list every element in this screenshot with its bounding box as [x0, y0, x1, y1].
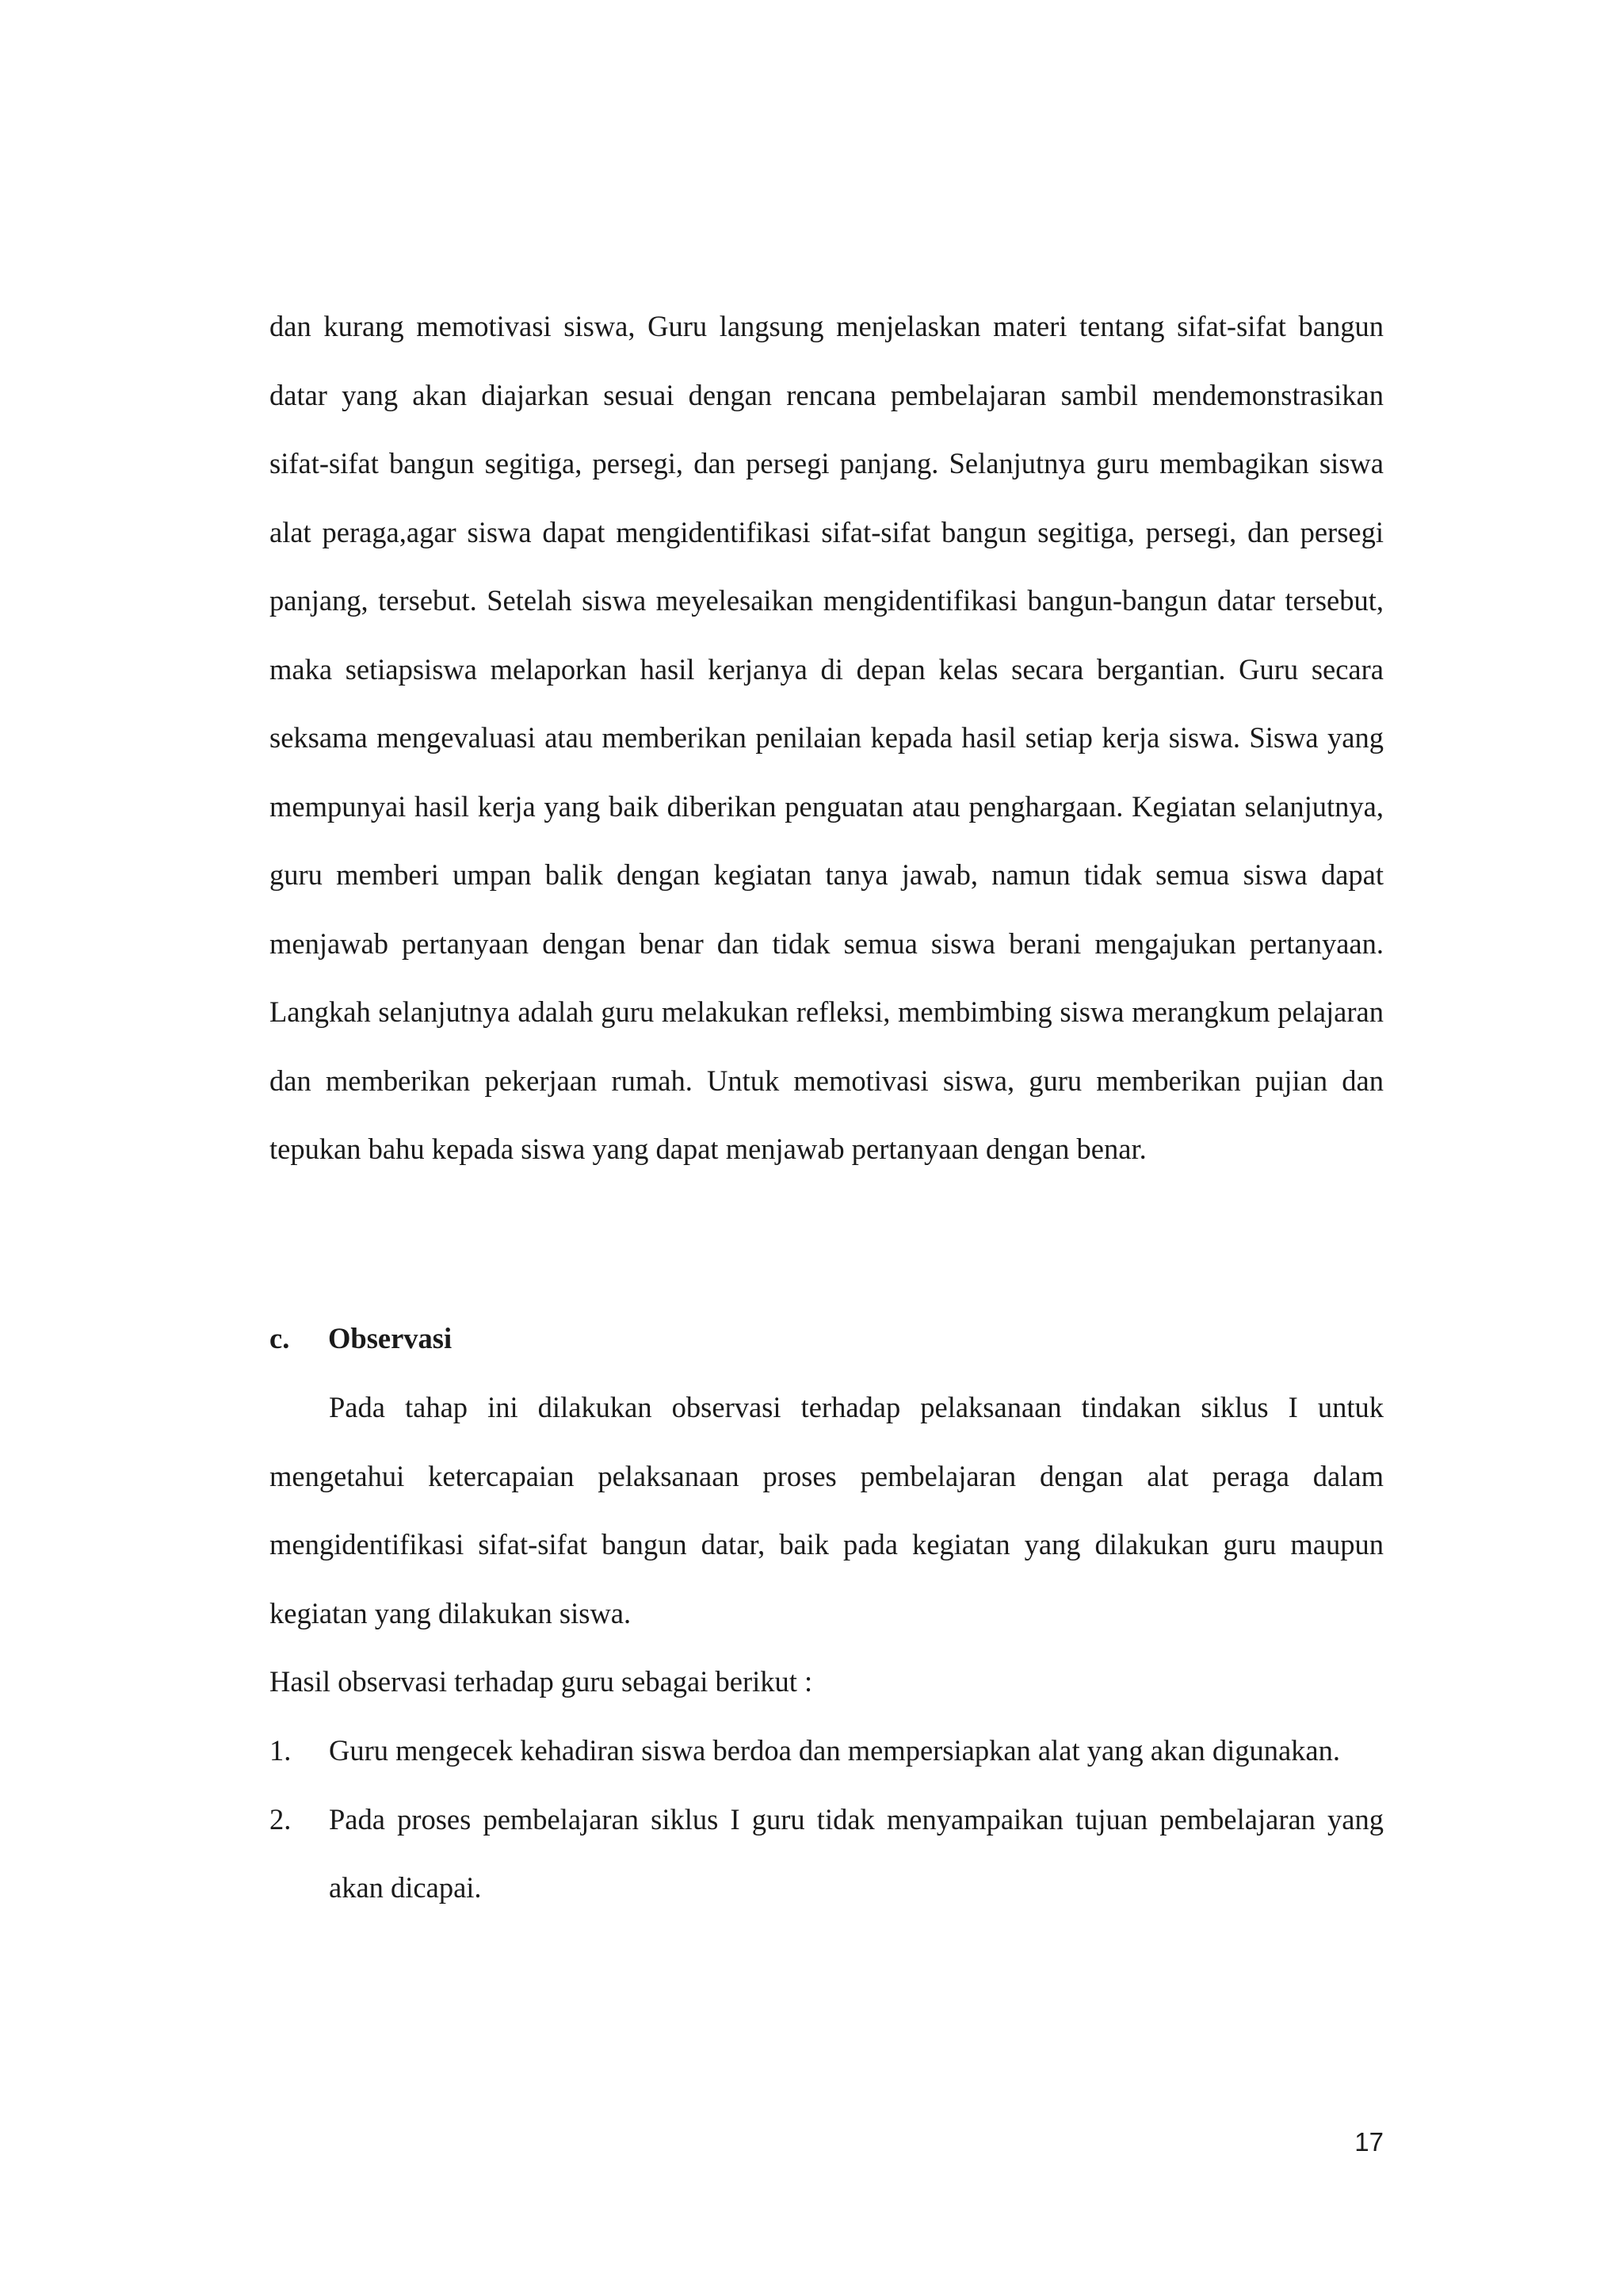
list-item — [269, 1717, 1384, 1786]
section-heading — [269, 1305, 452, 1373]
list-item — [269, 1786, 1384, 1923]
section-letter: c. — [269, 1322, 290, 1354]
page-number: 17 — [1354, 2127, 1384, 2157]
section-title: Observasi — [328, 1322, 453, 1354]
numbered-list — [269, 1717, 1384, 1923]
list-item-text: Pada proses pembelajaran siklus I guru tidak menyampaikan tujuan pembelajaran yang akan dicapai. — [329, 1802, 1384, 1904]
paragraph-hasil-observasi: Hasil observasi terhadap guru sebagai berikut : — [269, 1665, 813, 1698]
paragraph-continuation — [269, 292, 1384, 1184]
list-item-number: 2. — [269, 1802, 292, 1836]
paragraph-text: Pada tahap ini dilakukan observasi terhadap pelaksanaan tindakan siklus I untuk mengetahui ketercapaian pelaksanaan proses pembelajaran dengan alat peraga dalam mengidentifikasi sifat-sifat bangun datar, baik pada kegiatan yang dilakukan guru maupun kegiatan yang dilakukan siswa. — [269, 1391, 1384, 1629]
paragraph-text: dan kurang memotivasi siswa, Guru langsung menjelaskan materi tentang sifat-sifat bangun datar yang akan diajarkan sesuai dengan rencana pembelajaran sambil mendemonstrasikan sifat-sifat bangun segitiga, persegi, dan persegi panjang. Selanjutnya guru membagikan siswa alat peraga,agar siswa dapat mengidentifikasi sifat-sifat bangun segitiga, persegi, dan persegi panjang, tersebut. Setelah siswa meyelesaikan mengidentifikasi bangun-bangun datar tersebut, maka setiapsiswa melaporkan hasil kerjanya di depan kelas secara bergantian. Guru secara seksama mengevaluasi atau memberikan penilaian kepada hasil setiap kerja siswa. Siswa yang mempunyai hasil kerja yang baik diberikan penguatan atau penghargaan. Kegiatan selanjutnya, guru memberi umpan balik dengan kegiatan tanya jawab, namun tidak semua siswa dapat menjawab pertanyaan dengan benar dan tidak semua siswa berani mengajukan pertanyaan. Langkah selanjutnya adalah guru melakukan refleksi, membimbing siswa merangkum pelajaran dan memberikan pekerjaan rumah. Untuk memotivasi siswa, guru memberikan pujian dan tepukan bahu kepada siswa yang dapat menjawab pertanyaan dengan benar. — [269, 310, 1384, 1165]
list-item-number: 1. — [269, 1734, 292, 1767]
list-item-text: Guru mengecek kehadiran siswa berdoa dan mempersiapkan alat yang akan digunakan. — [329, 1734, 1341, 1767]
paragraph-observasi — [269, 1373, 1384, 1648]
